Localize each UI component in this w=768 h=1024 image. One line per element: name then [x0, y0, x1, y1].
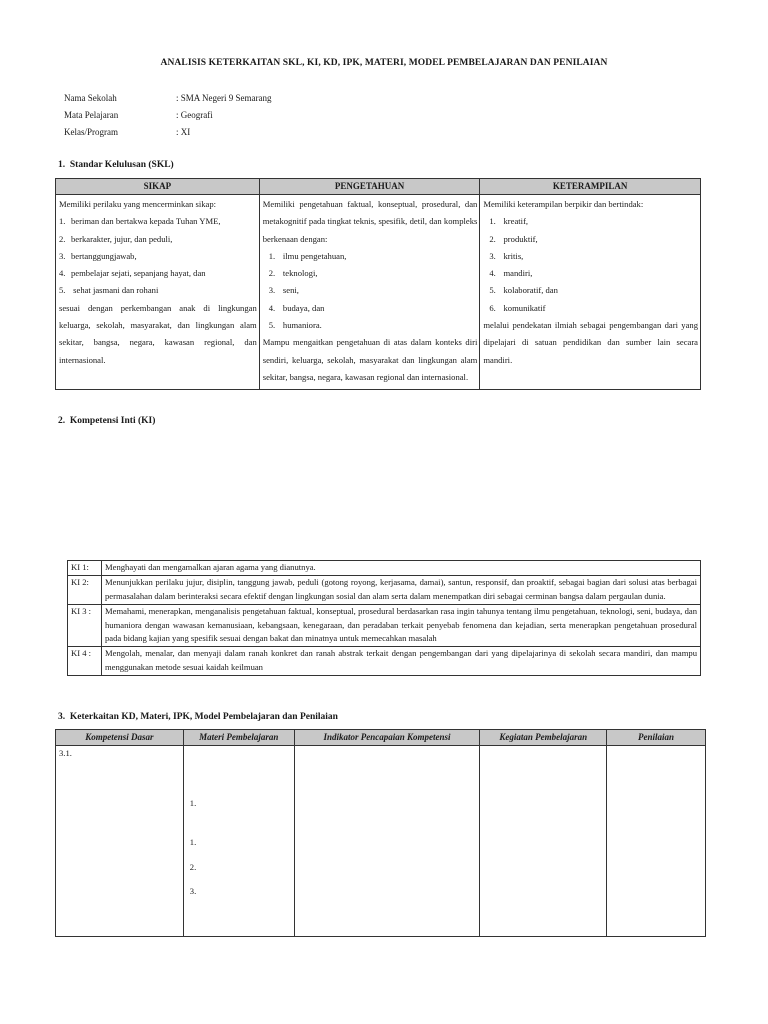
section-heading-ki — [58, 416, 155, 428]
keterampilan-intro: Memiliki keterampilan berpikir dan bertindak: — [483, 199, 644, 209]
table-row — [68, 561, 701, 576]
ki-text: Mengolah, menalar, dan menyaji dalam ranah konkret dan ranah abstrak terkait dengan pengembangan dari yang dipelajarinya di sekolah secara mandiri, dan mampu menggunakan metode sesuai kaidah keilmuan — [102, 647, 701, 676]
section-heading-skl — [58, 160, 174, 172]
document-title: ANALISIS KETERKAITAN SKL, KI, KD, IPK, MATERI, MODEL PEMBELAJARAN DAN PENILAIAN — [160, 58, 608, 68]
list-item: 6. komunikatif — [489, 302, 546, 313]
list-item: 5. sehat jasmani dan rohani — [59, 285, 159, 296]
list-item: 3. bertanggungjawab, — [59, 250, 137, 261]
list-item: 1. ilmu pengetahuan, — [268, 250, 347, 261]
kd-table — [55, 729, 706, 937]
materi-number: 1. — [189, 837, 197, 847]
table-row — [56, 746, 706, 937]
header-materi: Materi Pembelajaran — [183, 730, 294, 746]
kd-number: 3.1. — [59, 748, 72, 758]
list-item: 3. kritis, — [489, 250, 524, 261]
list-item: 5. kolaboratif, dan — [489, 285, 558, 296]
cell-kompetensi-dasar — [56, 746, 184, 937]
cell-sikap — [56, 195, 260, 390]
info-label: Kelas/Program — [64, 127, 118, 137]
sikap-intro: Memiliki perilaku yang mencerminkan sikap: — [59, 199, 217, 209]
list-item: 4. budaya, dan — [268, 302, 325, 313]
header-kegiatan: Kegiatan Pembelajaran — [480, 730, 607, 746]
section-number: 1. — [58, 160, 66, 170]
header-penilaian: Penilaian — [607, 730, 706, 746]
table-row — [56, 195, 701, 390]
sikap-closing: sesuai dengan perkembangan anak di lingkungan keluarga, sekolah, masyarakat, dan lingkungan alam sekitar, bangsa, negara, kawasan regional, dan internasional. — [59, 302, 257, 365]
ki-label: KI 1: — [68, 561, 102, 576]
keterampilan-closing: melalui pendekatan ilmiah sebagai pengembangan dari yang dipelajari di satuan pendidikan dan sumber lain secara mandiri. — [483, 320, 698, 365]
skl-table — [55, 178, 701, 390]
info-value: : SMA Negeri 9 Semarang — [176, 93, 272, 103]
list-item: 2. teknologi, — [268, 268, 318, 279]
section-number: 2. — [58, 416, 66, 426]
list-item: 2. berkarakter, jujur, dan peduli, — [59, 233, 173, 244]
table-row — [68, 605, 701, 647]
header-kompetensi-dasar: Kompetensi Dasar — [56, 730, 184, 746]
ki-label: KI 4 : — [68, 647, 102, 676]
cell-pengetahuan — [259, 195, 480, 390]
materi-number: 3. — [189, 886, 197, 896]
header-keterampilan: KETERAMPILAN — [480, 179, 701, 195]
cell-penilaian — [607, 746, 706, 937]
section-title: Keterkaitan KD, Materi, IPK, Model Pembelajaran dan Penilaian — [69, 712, 338, 722]
materi-number: 1. — [189, 798, 197, 808]
cell-kegiatan — [480, 746, 607, 937]
list-item: 4. mandiri, — [489, 268, 533, 279]
list-item: 2. produktif, — [489, 233, 538, 244]
list-item: 1. beriman dan bertakwa kepada Tuhan YME, — [59, 216, 221, 227]
pengetahuan-intro: Memiliki pengetahuan faktual, konseptual, prosedural, dan metakognitif pada tingkat teknis, spesifik, detil, dan kompleks berkenaan dengan: — [262, 199, 478, 244]
section-number: 3. — [58, 712, 66, 722]
ki-text: Menghayati dan mengamalkan ajaran agama yang dianutnya. — [102, 561, 701, 576]
section-heading-kd — [58, 712, 338, 724]
ki-label: KI 2: — [68, 576, 102, 605]
info-value: : XI — [176, 127, 191, 137]
table-row — [68, 647, 701, 676]
list-item: 1. kreatif, — [489, 216, 529, 227]
cell-materi — [183, 746, 294, 937]
materi-number: 2. — [189, 862, 197, 872]
table-header-row — [56, 730, 706, 746]
info-label: Mata Pelajaran — [64, 110, 119, 120]
ki-text: Menunjukkan perilaku jujur, disiplin, tanggung jawab, peduli (gotong royong, kerjasama, damai), santun, responsif, dan proaktif, sebagai bagian dari solusi atas berbagai permasalahan dalam berinteraksi secara efektif dengan lingkungan sosial dan alam serta dalam menempatkan diri sebagai cerminan bangsa dalam pergaulan dunia. — [102, 576, 701, 605]
header-indikator: Indikator Pencapaian Kompetensi — [294, 730, 480, 746]
header-pengetahuan: PENGETAHUAN — [259, 179, 480, 195]
table-header-row — [56, 179, 701, 195]
info-label: Nama Sekolah — [64, 93, 117, 103]
list-item: 3. seni, — [268, 285, 299, 296]
ki-table — [67, 560, 701, 676]
cell-indikator — [294, 746, 480, 937]
pengetahuan-closing: Mampu mengaitkan pengetahuan di atas dalam konteks diri sendiri, keluarga, sekolah, masyarakat dan lingkungan alam sekitar, bangsa, negara, kawasan regional dan internasional. — [262, 337, 478, 382]
list-item: 5. humaniora. — [268, 320, 322, 331]
ki-text: Memahami, menerapkan, menganalisis pengetahuan faktual, konseptual, prosedural berdasarkan rasa ingin tahunya tentang ilmu pengetahuan, teknologi, seni, budaya, dan humaniora dengan wawasan kemanusiaan, kebangsaan, kenegaraan, dan peradaban terkait penyebab fenomena dan kejadian, serta menerapkan pengetahuan prosedural pada bidang kajian yang spesifik sesuai dengan bakat dan minatnya untuk memecahkan masalah — [102, 605, 701, 647]
section-title: Kompetensi Inti (KI) — [69, 416, 156, 426]
header-sikap: SIKAP — [56, 179, 260, 195]
table-row — [68, 576, 701, 605]
cell-keterampilan — [480, 195, 701, 390]
ki-label: KI 3 : — [68, 605, 102, 647]
info-value: : Geografi — [176, 110, 213, 120]
section-title: Standar Kelulusan (SKL) — [69, 160, 174, 170]
list-item: 4. pembelajar sejati, sepanjang hayat, dan — [59, 268, 206, 279]
